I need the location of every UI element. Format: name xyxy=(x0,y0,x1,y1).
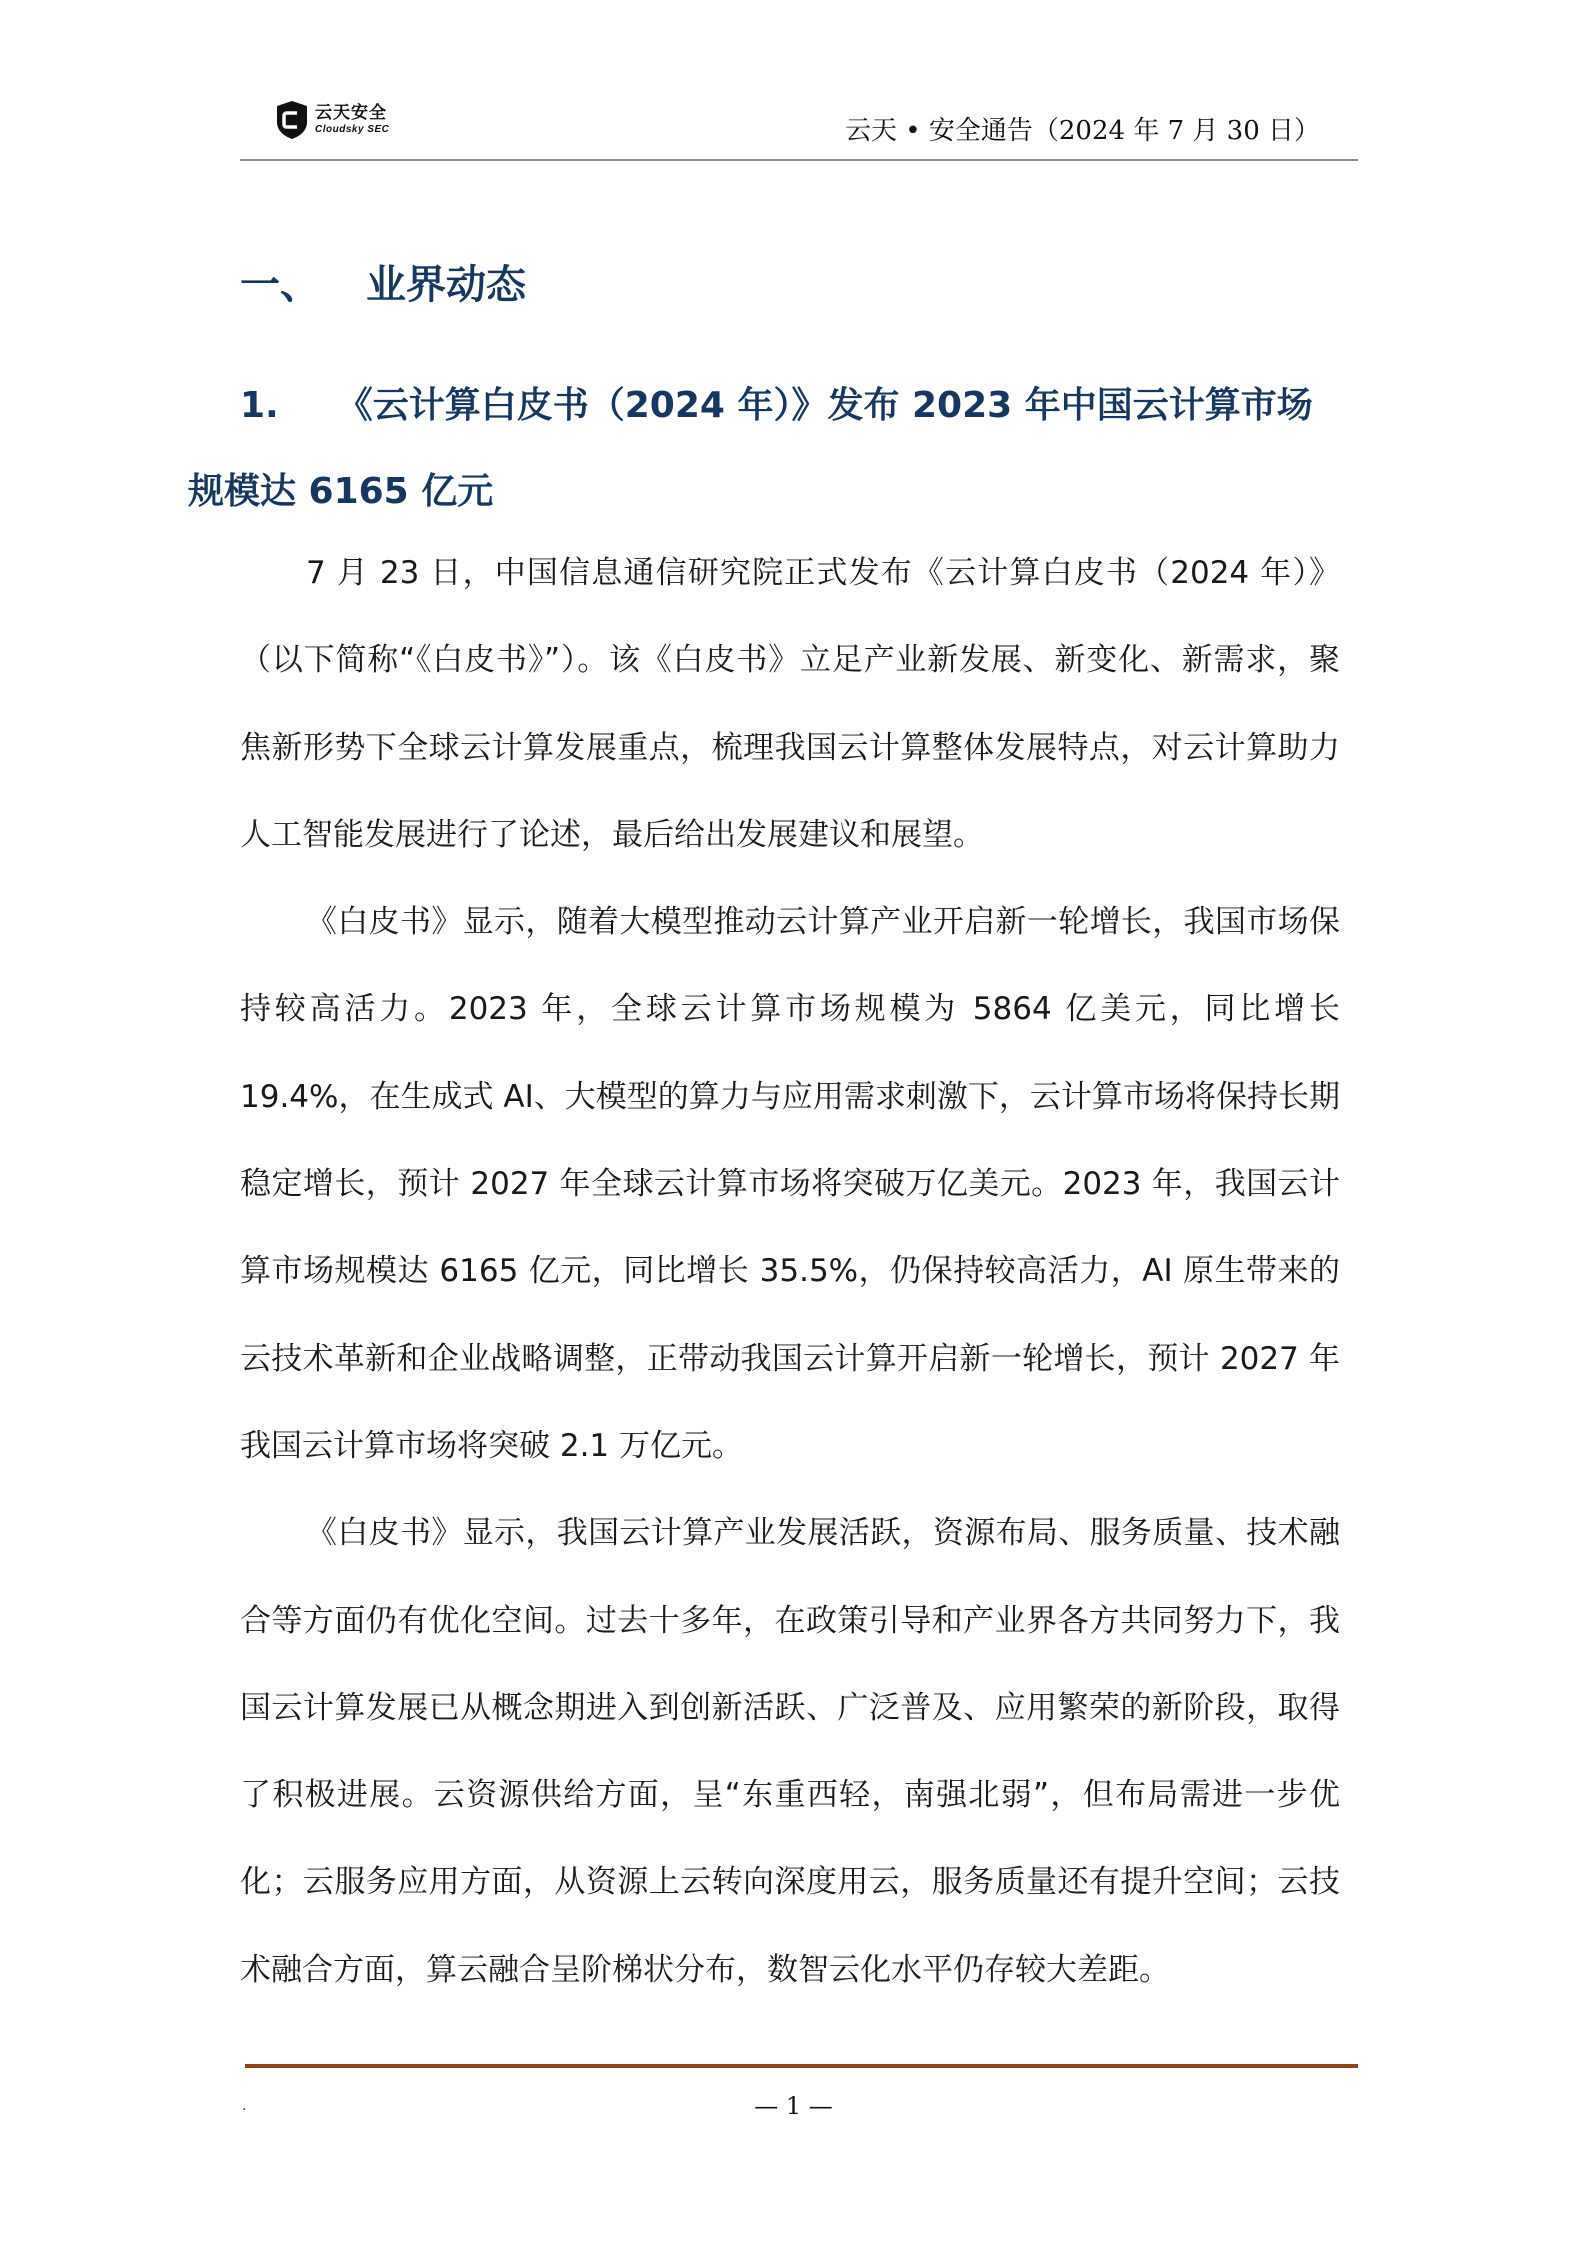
bulletin-title: 云天 • 安全通告（2024 年 7 月 30 日） xyxy=(845,116,1320,146)
page-header xyxy=(240,90,1358,160)
footer-mark: . xyxy=(242,2098,247,2114)
paragraph: 《白皮书》显示，随着大模型推动云计算产业开启新一轮增长，我国市场保持较高活力。2023 年，全球云计算市场规模为 5864 亿美元，同比增长 19.4%，在生成式 AI、大模型的算力与应用需求刺激下，云计算市场将保持长期稳定增长，预计 2027 年全球云计算市场将突破万亿美元。2023 年，我国云计算市场规模达 6165 亿元，同比增长 35.5%，仍保持较高活力，AI 原生带来的云技术革新和企业战略调整，正带动我国云计算开启新一轮增长，预计 2027 年我国云计算市场将突破 2.1 万亿元。 xyxy=(240,904,1340,1464)
shield-logo-icon xyxy=(275,100,309,140)
paragraph: 7 月 23 日，中国信息通信研究院正式发布《云计算白皮书（2024 年）》（以下简称“《白皮书》”）。该《白皮书》立足产业新发展、新变化、新需求，聚焦新形势下全球云计算发展重点，梳理我国云计算整体发展特点，对云计算助力人工智能发展进行了论述，最后给出发展建议和展望。 xyxy=(240,555,1340,853)
article-heading xyxy=(188,363,1368,535)
company-logo xyxy=(275,98,389,142)
section-title: 业界动态 xyxy=(366,262,526,308)
footer-divider xyxy=(245,2064,1358,2068)
section-number: 一、 xyxy=(240,262,320,308)
logo-english-name: Cloudsky SEC xyxy=(315,124,390,135)
article-title-line2: 规模达 6165 亿元 xyxy=(188,471,494,512)
article-body xyxy=(240,530,1340,2014)
article-title-line1: 《云计算白皮书（2024 年）》发布 2023 年中国云计算市场 xyxy=(336,385,1313,426)
section-heading xyxy=(240,253,526,310)
page-number: — 1 — xyxy=(754,2092,833,2120)
logo-chinese-name: 云天安全 xyxy=(315,103,387,123)
paragraph: 《白皮书》显示，我国云计算产业发展活跃，资源布局、服务质量、技术融合等方面仍有优化空间。过去十多年，在政策引导和产业界各方共同努力下，我国云计算发展已从概念期进入到创新活跃、广泛普及、应用繁荣的新阶段，取得了积极进展。云资源供给方面，呈“东重西轻，南强北弱”，但布局需进一步优化；云服务应用方面，从资源上云转向深度用云，服务质量还有提升空间；云技术融合方面，算云融合呈阶梯状分布，数智云化水平仍存较大差距。 xyxy=(240,1515,1340,1988)
article-number: 1. xyxy=(240,385,279,426)
header-divider xyxy=(240,159,1358,161)
